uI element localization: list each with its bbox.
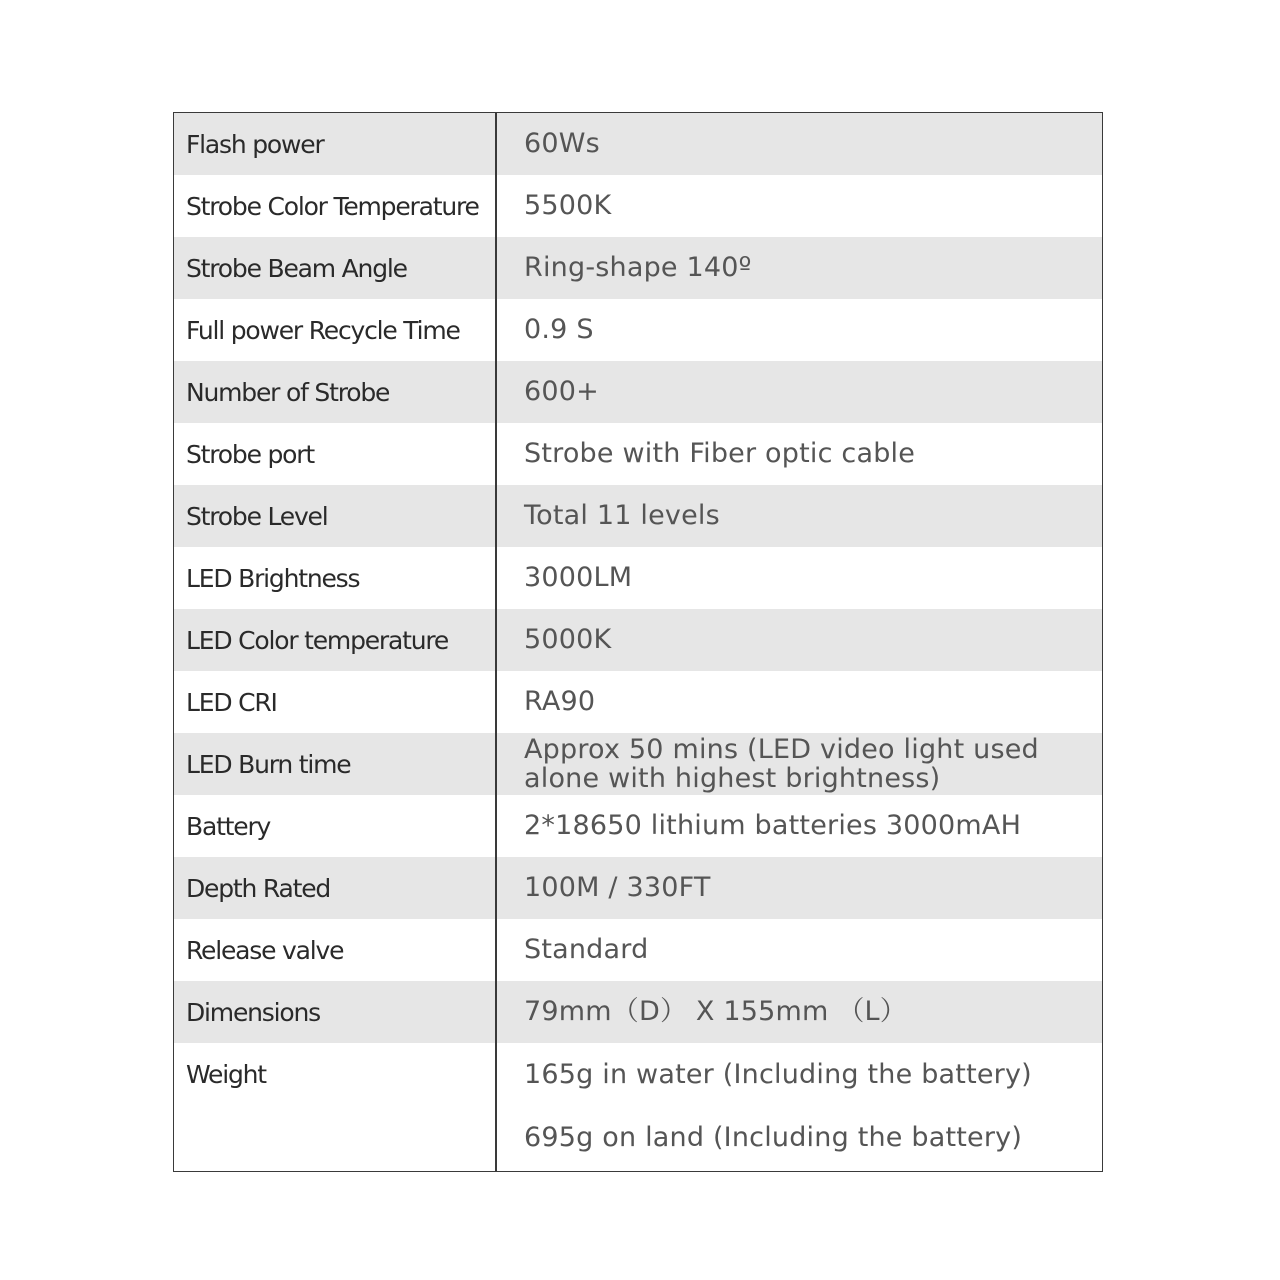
table-row [174, 175, 1102, 237]
spec-value [524, 795, 1094, 857]
spec-value [524, 237, 1094, 299]
table-row [174, 919, 1102, 981]
spec-value [524, 981, 1094, 1043]
spec-value [524, 175, 1094, 237]
spec-value [524, 361, 1094, 423]
spec-value [524, 733, 1094, 795]
table-row [174, 795, 1102, 857]
spec-label: Strobe Color Temperature [186, 191, 479, 221]
column-divider [495, 113, 497, 1171]
spec-label: LED Brightness [186, 563, 360, 593]
spec-value [524, 547, 1094, 609]
spec-value-line: 79mm（D） X 155mm （L） [524, 996, 907, 1027]
spec-label: LED CRI [186, 687, 277, 717]
spec-value-line: Strobe with Fiber optic cable [524, 438, 916, 469]
table-row [174, 981, 1102, 1043]
spec-value-line: alone with highest brightness) [524, 763, 941, 794]
spec-table [173, 112, 1103, 1172]
table-row [174, 857, 1102, 919]
spec-value-line: Ring-shape 140º [524, 252, 752, 283]
spec-label: Strobe Level [186, 501, 328, 531]
spec-label: LED Color temperature [186, 625, 449, 655]
table-row [174, 423, 1102, 485]
spec-value-line: 600+ [524, 376, 599, 407]
spec-value-line: 2*18650 lithium batteries 3000mAH [524, 810, 1022, 841]
spec-value [524, 857, 1094, 919]
spec-label: Depth Rated [186, 873, 331, 903]
spec-value-line: 100M / 330FT [524, 872, 711, 903]
table-row [174, 237, 1102, 299]
table-row [174, 733, 1102, 795]
spec-value [524, 113, 1094, 175]
table-row [174, 299, 1102, 361]
spec-value-line: Approx 50 mins (LED video light used [524, 734, 1039, 765]
spec-label: Dimensions [186, 997, 320, 1027]
spec-value [524, 609, 1094, 671]
table-row [174, 361, 1102, 423]
spec-label: Number of Strobe [186, 377, 390, 407]
spec-label: Release valve [186, 935, 344, 965]
spec-value-line: 5500K [524, 190, 612, 221]
spec-value-line: 0.9 S [524, 314, 594, 345]
spec-label: Weight [186, 1059, 266, 1089]
spec-value [524, 919, 1094, 981]
spec-value [524, 299, 1094, 361]
spec-label: Full power Recycle Time [186, 315, 460, 345]
spec-value [524, 1043, 1094, 1170]
spec-value-line: 165g in water (Including the battery) [524, 1058, 1032, 1090]
table-row [174, 485, 1102, 547]
spec-label: Strobe Beam Angle [186, 253, 407, 283]
table-row [174, 547, 1102, 609]
spec-value-line: 5000K [524, 624, 612, 655]
spec-value-line: 3000LM [524, 562, 633, 593]
table-row [174, 113, 1102, 175]
spec-label: LED Burn time [186, 749, 351, 779]
spec-value [524, 671, 1094, 733]
spec-value-line: Standard [524, 934, 649, 965]
spec-label: Battery [186, 811, 271, 841]
spec-value-line: 695g on land (Including the battery) [524, 1122, 1023, 1154]
table-row [174, 609, 1102, 671]
spec-value-line: Total 11 levels [524, 500, 720, 531]
spec-value [524, 485, 1094, 547]
table-row [174, 1043, 1102, 1170]
spec-value [524, 423, 1094, 485]
table-row [174, 671, 1102, 733]
spec-label: Strobe port [186, 439, 314, 469]
spec-label: Flash power [186, 129, 324, 159]
spec-value-line: RA90 [524, 686, 596, 717]
spec-value-line: 60Ws [524, 128, 600, 159]
